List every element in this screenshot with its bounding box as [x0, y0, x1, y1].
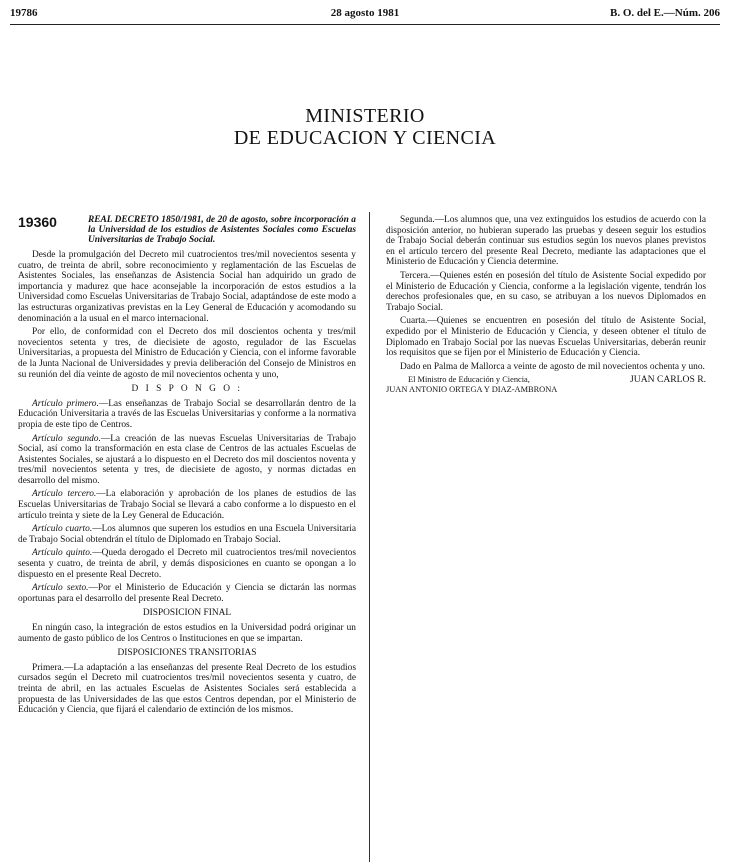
transitional-provision-2: Segunda.—Los alumnos que, una vez extinguidos los estudios de acuerdo con la disposición anterior, no hubieran superado las pruebas y deseen seguir los estudios de Trabajo Social deberán continuar sus estudios según los nuevos planes previstos en el artículo tercero del presente Real Decreto, mediante las adaptaciones que el Ministerio de Educación y Ciencia determine.: [386, 215, 706, 268]
transitional-provision-4: Cuarta.—Quienes se encuentren en posesión del título de Asistente Social, expedido por el Ministerio de Educación y Ciencia, y deseen obtener el título de Diplomado en Trabajo Social por las nuevas Escuelas Universitarias, deberán reunir los requisitos que se fijen por el Ministerio de Educación y Ciencia.: [386, 316, 706, 359]
transitional-provision-1: Primera.—La adaptación a las enseñanzas del presente Real Decreto de los estudios cursados según el Decreto mil cuatrocientos tres/mil novecientos sesenta y cuatro, de treinta de abril, en las actuales Escuelas de Asistentes Sociales será establecida a propuesta de las Universidades de las que estos Centros dependan, por el Ministerio de Educación y Ciencia, que fijará el calendario de extinción de los mismos.: [18, 662, 356, 716]
decree-title: REAL DECRETO 1850/1981, de 20 de agosto, sobre incorporación a la Universidad de los estudios de Asistentes Sociales como Escuelas Universitarias de Trabajo Social.: [88, 215, 356, 245]
article-text: —Los alumnos que superen los estudios en una Escuela Universitaria de Trabajo Social obtendrán el título de Diplomado en Trabajo Social.: [18, 524, 356, 545]
transitional-provision-3: Tercera.—Quienes estén en posesión del título de Asistente Social expedido por el Ministerio de Educación y Ciencia, conforme a la legislación vigente, tendrán los derechos profesionales que, en su caso, se atribuyan a los nuevos Diplomados en Trabajo Social.: [386, 270, 706, 313]
decree-header: [18, 215, 356, 245]
article-5: [18, 548, 356, 580]
bulletin-reference: B. O. del E.—Núm. 206: [609, 7, 720, 19]
right-column: [386, 215, 706, 394]
transitional-provisions-heading: DISPOSICIONES TRANSITORIAS: [117, 648, 257, 659]
article-1: [18, 399, 356, 431]
article-6: [18, 583, 356, 604]
signature-block: [386, 375, 706, 385]
final-provision-text: En ningún caso, la integración de estos estudios en la Universidad podrá originar un aumento de gasto público de los Centros o Instituciones en que se impartan.: [18, 623, 356, 644]
ministry-line-2: DE EDUCACION Y CIENCIA: [233, 127, 497, 149]
dispongo-heading: D I S P O N G O :: [131, 384, 243, 395]
article-label: Artículo quinto.: [32, 548, 93, 559]
article-text: —La elaboración y aprobación de los planes de estudios de las Escuelas Universitarias de Trabajo Social se llevará a cabo conforme a lo dispuesto en el artículo treinta y siete de la Ley General de Educación.: [18, 489, 356, 521]
minister-name: JUAN ANTONIO ORTEGA Y DIAZ-AMBRONA: [386, 384, 558, 394]
article-4: [18, 524, 356, 545]
article-text: —La creación de las nuevas Escuelas Universitarias de Trabajo Social, así como la transformación en esta clase de Centros de las actuales Escuelas de Asistentes Sociales, se ajustará a lo dispuesto en el Decreto dos mil doscientos noventa y tres/mil novecientos setenta y tres, de diecisiete de agosto, y normas dictadas en desarrollo del mismo.: [18, 433, 356, 486]
article-label: Artículo tercero.: [32, 489, 97, 500]
article-2: [18, 434, 356, 487]
header-rule: [10, 24, 720, 25]
preamble-paragraph: Desde la promulgación del Decreto mil cuatrocientos tres/mil novecientos sesenta y cuatro, de treinta de abril, sobre reconocimiento y reglamentación de las Escuelas de Asistentes Sociales, las enseñanzas de Asistencia Social han adquirido un grado de importancia y madurez que hace aconsejable la incorporación de estos estudios a la Universidad como Escuelas Universitarias de Trabajo Social, adaptándose de este modo a las estructuras organizativas previstas en la Ley General de Educación y acomodando su denominación a la usual en el marco internacional.: [18, 250, 356, 324]
final-provision-heading: DISPOSICION FINAL: [142, 608, 232, 619]
ministry-line-1: MINISTERIO: [305, 105, 425, 127]
article-label: Artículo primero.: [32, 398, 99, 409]
article-text: —Por el Ministerio de Educación y Ciencia se dictarán las normas oportunas para el desarrollo del presente Real Decreto.: [18, 583, 356, 604]
article-text: —Las enseñanzas de Trabajo Social se desarrollarán dentro de la Educación Universitaria a través de las Escuelas Universitarias y conforme a la normativa propia de este tipo de Centros.: [18, 398, 356, 430]
ministry-heading: [0, 105, 730, 149]
page-header: [10, 7, 720, 25]
column-divider: [369, 212, 370, 862]
article-label: Artículo cuarto.: [32, 524, 93, 535]
page-number: 19786: [10, 7, 38, 19]
decree-number: 19360: [18, 214, 57, 230]
left-column: [18, 215, 356, 719]
article-text: —Queda derogado el Decreto mil cuatrocientos tres/mil novecientos sesenta y cuatro, de treinta de abril, y demás disposiciones en cuanto se opongan a lo dispuesto en el presente Real Decreto.: [18, 548, 357, 580]
minister-title: El Ministro de Educación y Ciencia,: [408, 375, 530, 385]
article-3: [18, 489, 356, 521]
article-label: Artículo sexto.: [32, 583, 89, 594]
king-signature: JUAN CARLOS R.: [630, 374, 706, 386]
article-label: Artículo segundo.: [32, 433, 101, 444]
issue-date: 28 agosto 1981: [330, 7, 400, 19]
preamble-paragraph: Por ello, de conformidad con el Decreto dos mil doscientos ochenta y tres/mil novecientos setenta y tres, de diecisiete de agosto, regulador de las Escuelas Universitarias, a propuesta del Ministro de Educación y Ciencia, con el informe favorable de la Junta Nacional de Universidades y previa deliberación del Consejo de Ministros en su reunión del día veinte de agosto de mil novecientos ochenta y uno,: [18, 327, 356, 380]
closing-paragraph: Dado en Palma de Mallorca a veinte de agosto de mil novecientos ochenta y uno.: [400, 361, 705, 372]
